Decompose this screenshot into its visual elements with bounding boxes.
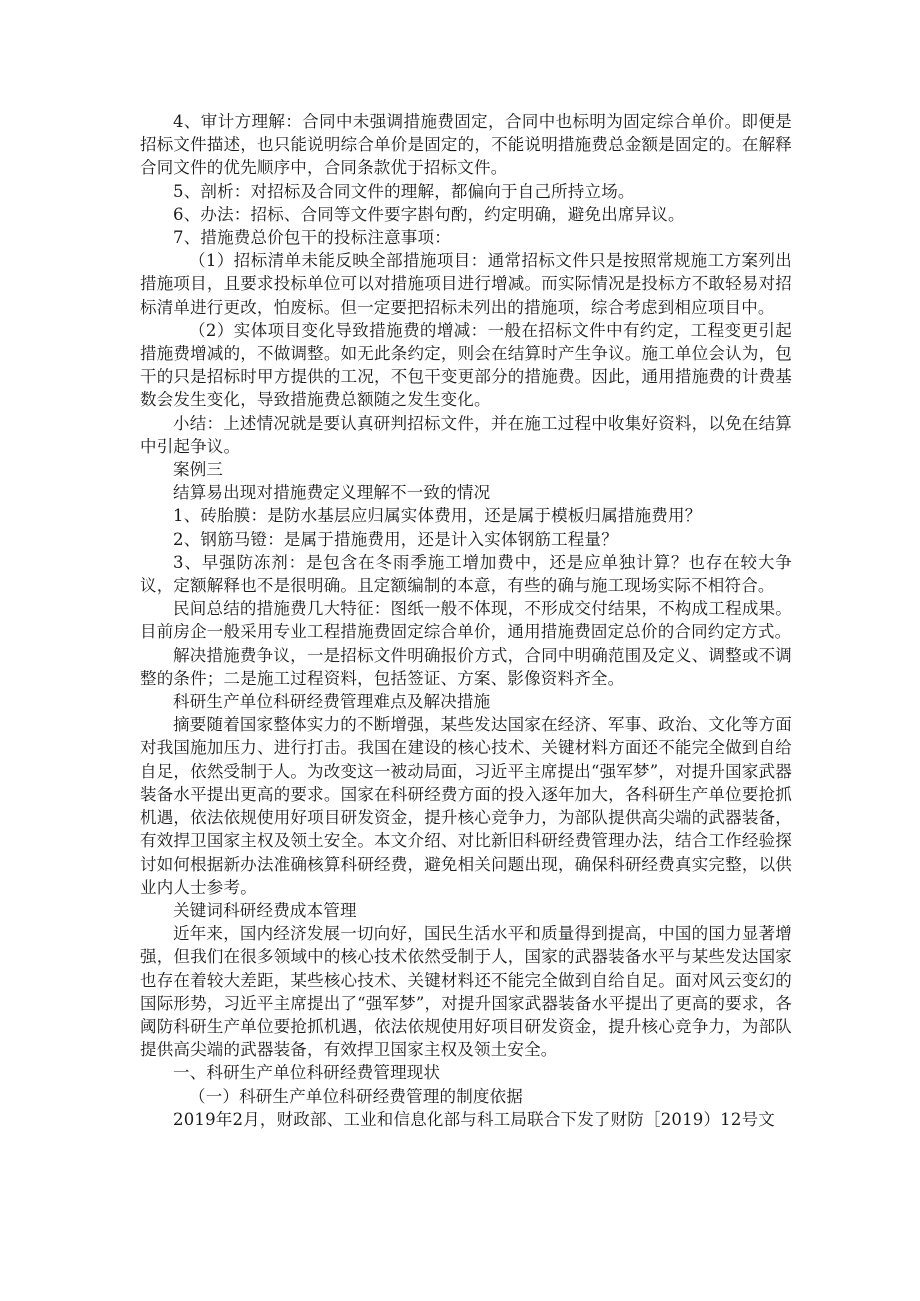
- paragraph-summary: 小结：上述情况就是要认真研判招标文件，并在施工过程中收集好资料，以免在结算中引起争议。: [140, 413, 792, 456]
- paragraph-solution: 解决措施费争议，一是招标文件明确报价方式，合同中明确范围及定义、调整或不调整的条件；二是施工过程资料，包括签证、方案、影像资料齐全。: [140, 645, 792, 688]
- paragraph-keywords: 关键词科研经费成本管理: [173, 900, 357, 920]
- section-heading-1: 一、科研生产单位科研经费管理现状: [173, 1063, 441, 1083]
- paragraph-bid-notes-heading: 7、措施费总价包干的投标注意事项：: [173, 228, 451, 248]
- paragraph-method: 6、办法：招标、合同等文件要字斟句酌，约定明确，避免出席异议。: [173, 204, 685, 224]
- case-three-subheading: 结算易出现对措施费定义理解不一致的情况: [173, 483, 491, 503]
- subsection-heading-1: （一）科研生产单位科研经费管理的制度依据: [189, 1086, 523, 1106]
- paragraph-item-2: 2、钢筋马镫：是属于措施费用，还是计入实体钢筋工程量？: [173, 529, 618, 549]
- paragraph-abstract: 摘要随着国家整体实力的不断增强，某些发达国家在经济、军事、政治、文化等方面对我国施加压力、进行打击。我国在建设的核心技术、关键材料方面还不能完全做到自给自足，依然受制于人。为改变这一被动局面，习近平主席提出“强军梦”，对提升国家武器装备水平提出更高的要求。国家在科研经费方面的投入逐年加大，各科研生产单位要抢抓机遇，依法依规使用好项目研发资金，提升核心竞争力，为部队提供高尖端的武器装备，有效捍卫国家主权及领土安全。本文介绍、对比新旧科研经费管理办法，结合工作经验探讨如何根据新办法准确核算科研经费，避免相关问题出现，确保科研经费真实完整，以供业内人士参考。: [140, 715, 792, 897]
- article-title: 科研生产单位科研经费管理难点及解决措施: [173, 692, 491, 712]
- paragraph-bid-note-2: （2）实体项目变化导致措施费的增减：一般在招标文件中有约定，工程变更引起措施费增减的，不做调整。如无此条约定，则会在结算时产生争议。施工单位会认为，包干的只是招标时甲方提供的工况，不包干变更部分的措施费。因此，通用措施费的计费基数会发生变化，导致措施费总额随之发生变化。: [140, 320, 792, 410]
- paragraph-item-3: 3、早强防冻剂：是包含在冬雨季施工增加费中，还是应单独计算？也存在较大争议，定额解释也不是很明确。且定额编制的本意，有些的确与施工现场实际不相符合。: [140, 552, 792, 596]
- paragraph-audit-understanding: 4、审计方理解：合同中未强调措施费固定，合同中也标明为固定综合单价。即便是招标文件描述，也只能说明综合单价是固定的，不能说明措施费总金额是固定的。在解释合同文件的优先顺序中，合同条款优于招标文件。: [140, 112, 792, 178]
- paragraph-bid-note-1: （1）招标清单未能反映全部措施项目：通常招标文件只是按照常规施工方案列出措施项目，且要求投标单位可以对措施项目进行增减。而实际情况是投标方不敢轻易对招标清单进行更改，怕废标。但一定要把招标未列出的措施项，综合考虑到相应项目中。: [140, 251, 792, 317]
- paragraph-item-1: 1、砖胎膜：是防水基层应归属实体费用，还是属于模板归属措施费用？: [173, 506, 702, 526]
- paragraph-intro: 近年来，国内经济发展一切向好，国民生活水平和质量得到提高，中国的国力显著增强，但我们在很多领域中的核心技术依然受制于人，国家的武器装备水平与某些发达国家也存在着较大差距，某些核心技术、关键材料还不能完全做到自给自足。面对风云变幻的国际形势，习近平主席提出了“强军梦”，对提升国家武器装备水平提出了更高的要求，各阈防科研生产单位要抢抓机遇，依法依规使用好项目研发资金，提升核心竞争力，为部队提供高尖端的武器装备，有效捍卫国家主权及领土安全。: [140, 924, 792, 1060]
- paragraph-features: 民间总结的措施费几大特征：图纸一般不体现，不形成交付结果，不构成工程成果。目前房企一般采用专业工程措施费固定综合单价，通用措施费固定总价的合同约定方式。: [140, 599, 792, 642]
- document-body: [140, 110, 792, 1131]
- paragraph-policy: 2019年2月，财政部、工业和信息化部与科工局联合下发了财防［2019）12号文: [173, 1109, 775, 1129]
- paragraph-analysis: 5、剖析：对招标及合同文件的理解，都偏向于自己所持立场。: [173, 181, 635, 201]
- case-three-heading: 案例三: [173, 460, 224, 480]
